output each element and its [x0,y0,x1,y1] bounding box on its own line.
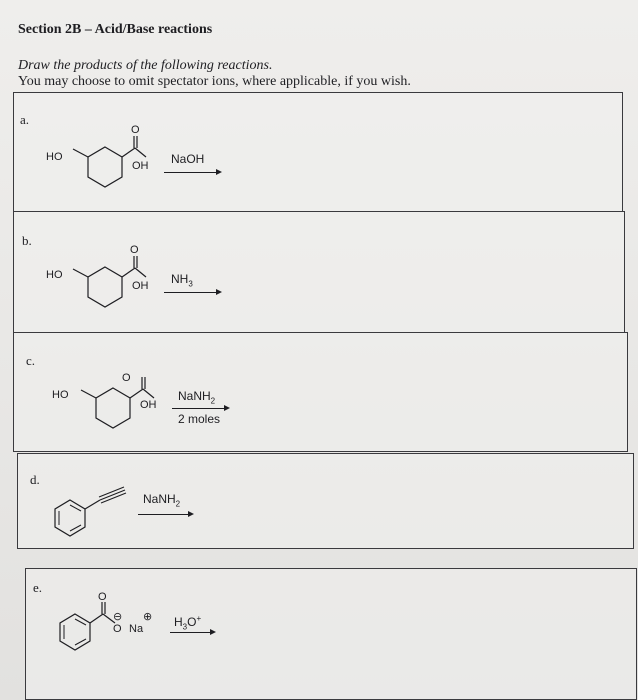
acid-oh-label-b: OH [132,280,149,292]
carboxylate-o-top: O [98,591,107,603]
reagent-c-note: 2 moles [178,412,221,426]
problem-e-molecule [55,590,185,665]
section-title: Section 2B – Acid/Base reactions [18,22,213,37]
carbonyl-o-label-b: O [130,244,139,256]
reaction-arrow-e [170,632,214,633]
carboxylate-o-minus: O [113,623,122,635]
problem-b-molecule [40,242,190,322]
reaction-arrow-d [138,514,192,515]
reagent-d: NaNH$_2$ [143,492,181,509]
reagent-c: NaNH$_2$ [178,389,216,406]
problem-e-label: e. [33,580,43,595]
problem-d-label: d. [30,472,40,487]
acid-oh-label-c: OH [140,399,157,411]
instruction-italic: Draw the products of the following reactions. [18,58,273,73]
problem-a-label: a. [20,112,30,127]
reaction-arrow-b [164,292,220,293]
carbonyl-o-label-a: O [131,124,140,136]
problem-c-molecule [48,363,198,443]
instruction-plain: You may choose to omit spectator ions, where applicable, if you wish. [18,74,411,89]
reaction-arrow-c [172,408,228,409]
hydroxyl-label-c: HO [52,389,69,401]
problem-a-molecule [40,122,190,202]
reaction-arrow-a [164,172,220,173]
carboxylate-minus: ⊖ [113,611,123,623]
reagent-e: $H_3O^+$ [174,614,202,632]
sodium-plus: ⊕ [143,611,153,623]
hydroxyl-label-b: HO [46,269,63,281]
reagent-a: NaOH [171,152,205,166]
problem-c-label: c. [26,353,36,368]
problem-b-label: b. [22,233,32,248]
sodium-label: Na [129,623,144,635]
acid-oh-label-a: OH [132,160,149,172]
reagent-b: $NH_3$ [171,272,193,289]
problem-d-molecule [50,482,140,542]
carbonyl-o-label-c: O [122,372,131,384]
hydroxyl-label-a: HO [46,151,63,163]
